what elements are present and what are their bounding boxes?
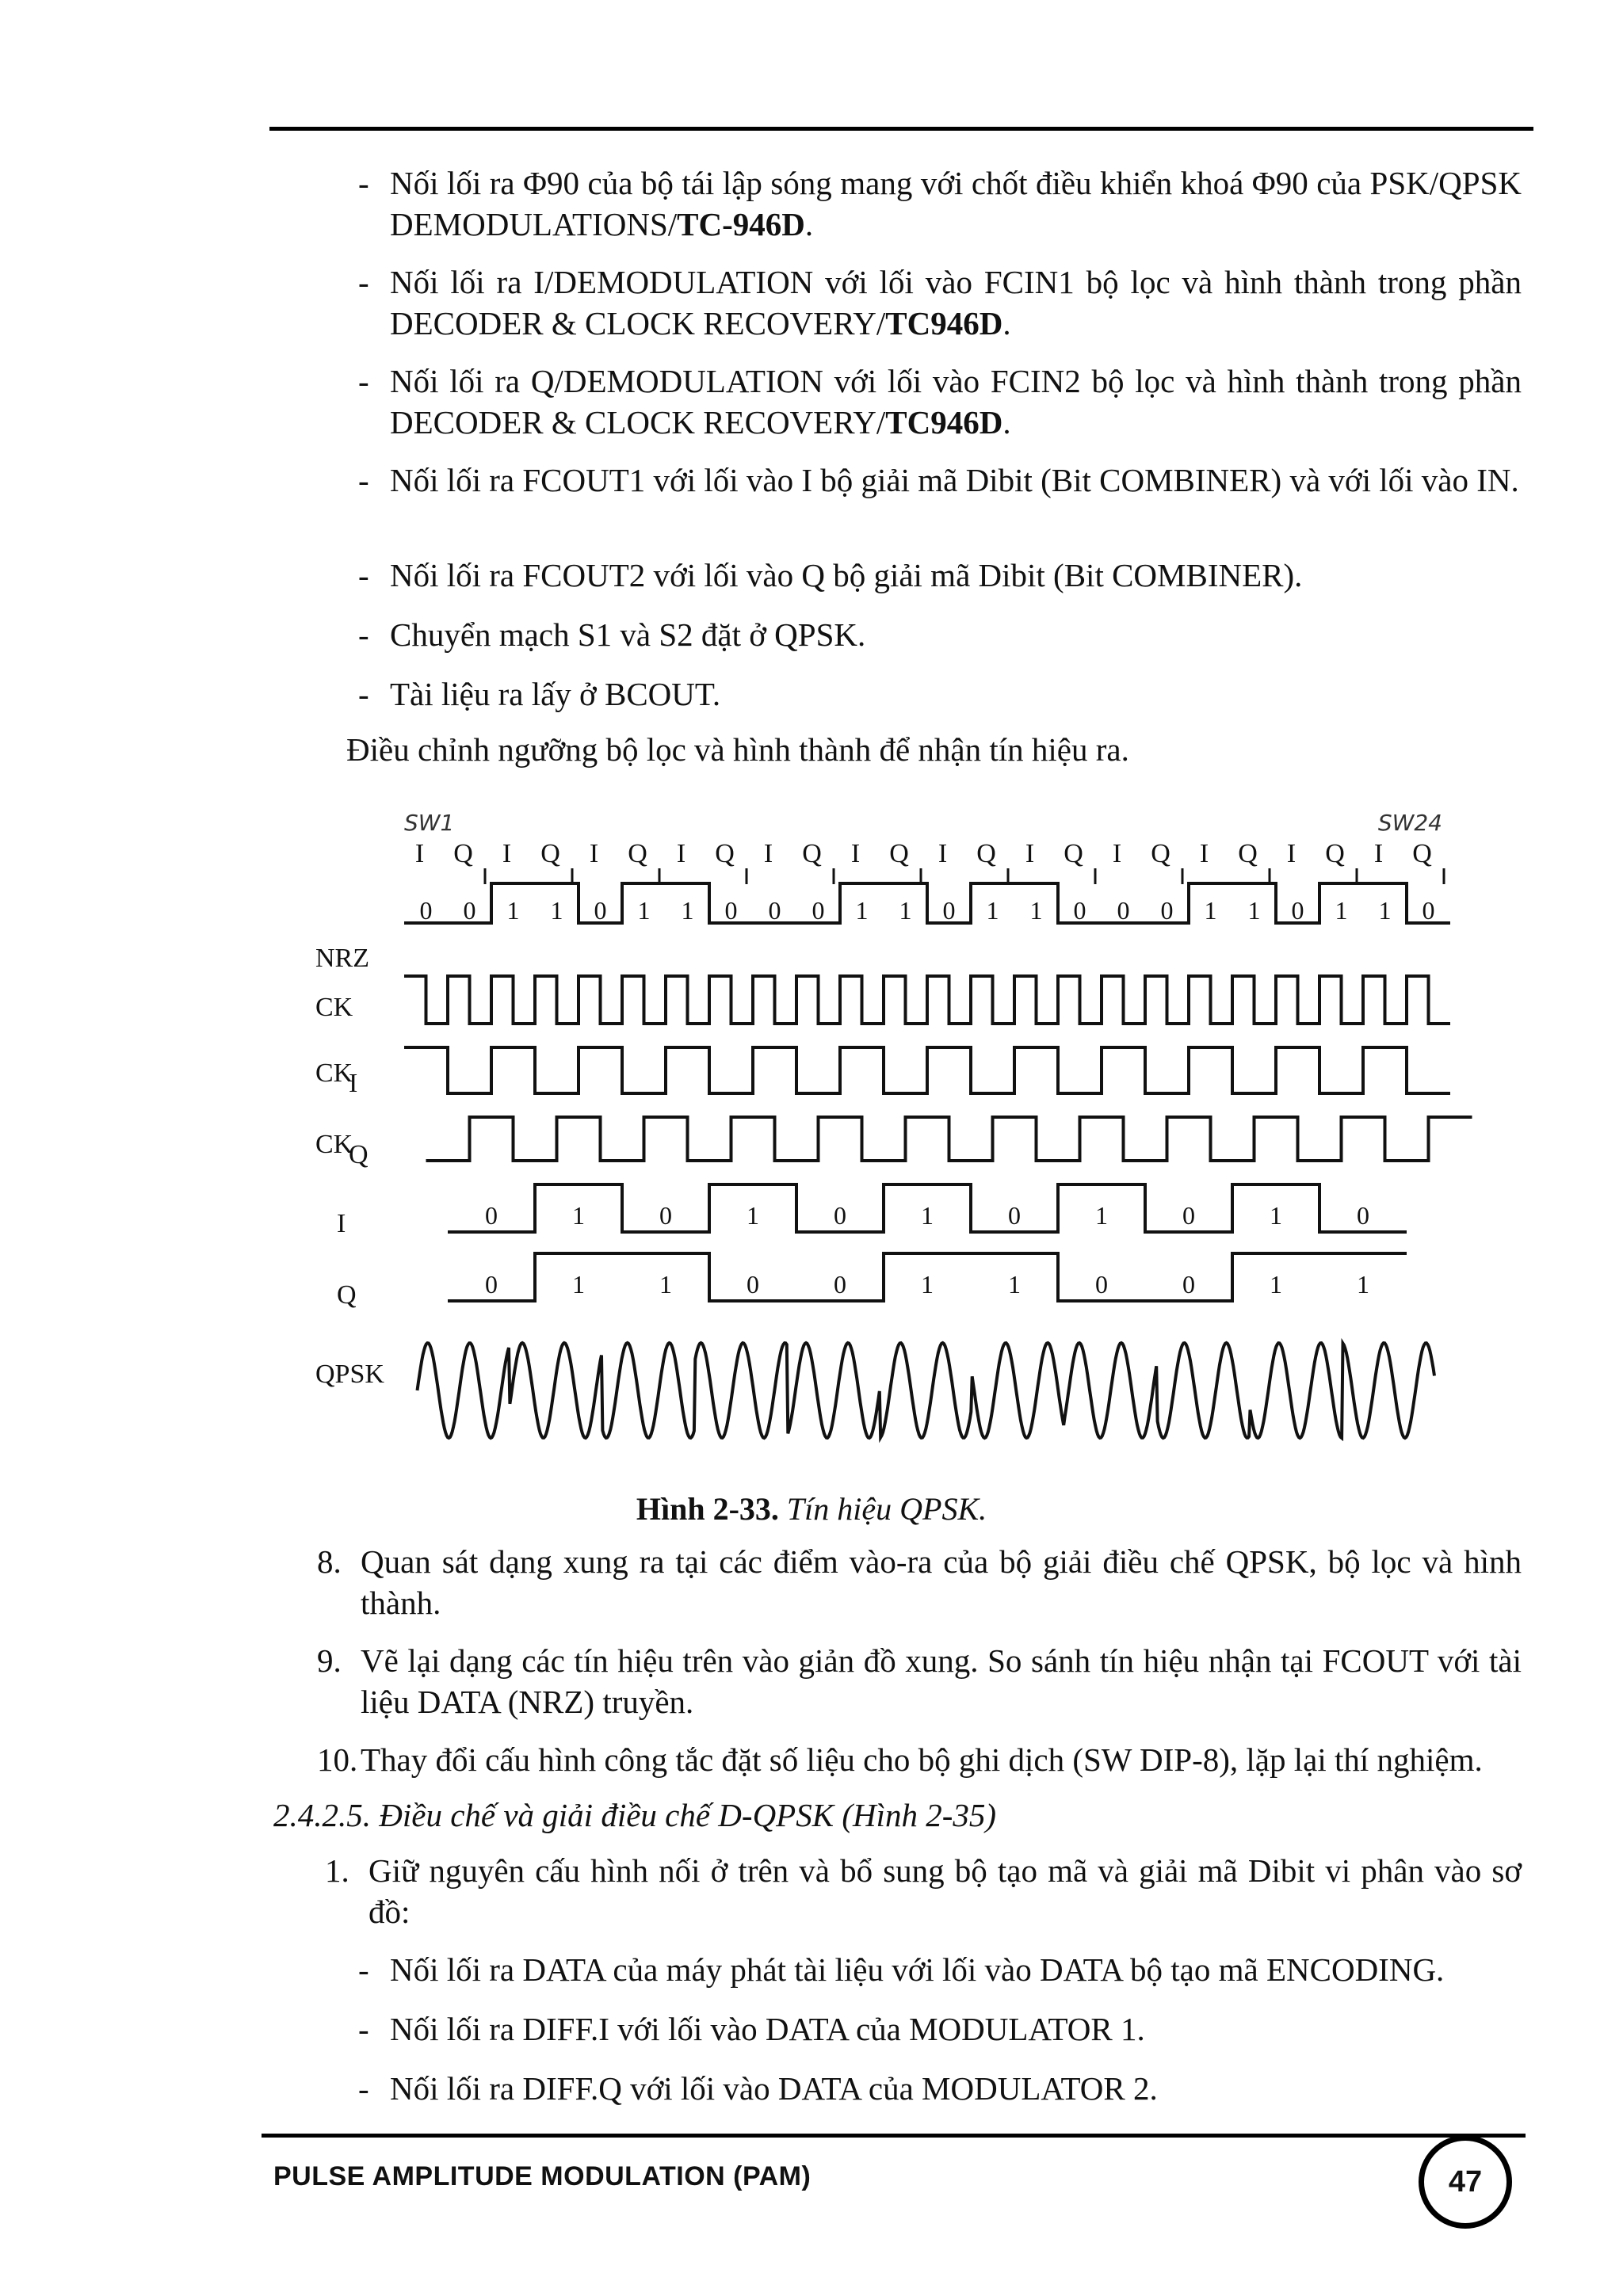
bullet-item: - Nối lối ra DATA của máy phát tài liệu với lối vào DATA bộ tạo mã ENCODING. [358, 1949, 1531, 1990]
q-bit-value: 0 [834, 1270, 846, 1299]
nrz-bit-value: 0 [1073, 896, 1086, 925]
iq-label: Q [976, 839, 996, 868]
bullet-dash: - [358, 2070, 369, 2107]
iq-label: I [1373, 839, 1384, 868]
nrz-bit-value: 0 [812, 896, 825, 925]
iq-label: Q [1064, 839, 1083, 868]
bullet-item: - Tài liệu ra lấy ở BCOUT. [358, 673, 1522, 715]
bullet-dash: - [358, 2011, 369, 2047]
adjust-paragraph: Điều chỉnh ngưỡng bộ lọc và hình thành để nhận tín hiệu ra. [346, 731, 1129, 768]
nrz-bit-value: 1 [986, 896, 999, 925]
iq-label: Q [540, 839, 560, 868]
step-item: 1. Giữ nguyên cấu hình nối ở trên và bổ sung bộ tạo mã và giải mã Dibit vi phân vào sơ đồ: [325, 1852, 1522, 1930]
i-bit-value: 0 [1357, 1201, 1369, 1230]
iq-label: Q [802, 839, 822, 868]
nrz-bit-value: 1 [637, 896, 651, 925]
section-subheading: 2.4.2.5. Điều chế và giải điều chế D-QPSK (Hình 2-35) [273, 1797, 997, 1833]
nrz-bit-value: 0 [1160, 896, 1174, 925]
i-bit-value: 0 [485, 1201, 498, 1230]
i-bit-value: 0 [1008, 1201, 1021, 1230]
step-item: 9. Vẽ lại dạng các tín hiệu trên vào giản đồ xung. So sánh tín hiệu nhận tại FCOUT với tài liệu DATA (NRZ) truyền. [317, 1642, 1522, 1720]
q-bit-value: 1 [659, 1270, 672, 1299]
iq-label: Q [1238, 839, 1258, 868]
bullet-item: - Nối lối ra DIFF.I với lối vào DATA của MODULATOR 1. [358, 2008, 1531, 2050]
iq-label: I [414, 839, 425, 868]
bullet-item: - Nối lối ra FCOUT1 với lối vào I bộ giải mã Dibit (Bit COMBINER) và với lối vào IN. [358, 460, 1522, 501]
i-bit-value: 0 [834, 1201, 846, 1230]
label-nrz: NRZ [315, 944, 369, 973]
label-qpsk: QPSK [315, 1360, 384, 1389]
iq-label: I [1286, 839, 1296, 868]
iq-label: I [502, 839, 512, 868]
q-bit-value: 0 [747, 1270, 759, 1299]
nrz-bit-value: 1 [1335, 896, 1348, 925]
nrz-bit-value: 0 [724, 896, 738, 925]
label-cki-sub: I [349, 1069, 358, 1098]
q-bit-value: 1 [1270, 1270, 1282, 1299]
ckq-waveform [426, 1117, 1472, 1161]
footer-title: PULSE AMPLITUDE MODULATION (PAM) [273, 2161, 812, 2191]
bullet-item: - Nối lối ra Q/DEMODULATION với lối vào FCIN2 bộ lọc và hình thành trong phần DECODER & CLOCK RECOVERY/TC946D. [358, 360, 1522, 443]
nrz-bit-value: 1 [506, 896, 520, 925]
bullet-item: - Nối lối ra FCOUT2 với lối vào Q bộ giải mã Dibit (Bit COMBINER). [358, 555, 1522, 596]
iq-label: I [763, 839, 773, 868]
iq-label: Q [1151, 839, 1170, 868]
q-bit-value: 1 [921, 1270, 934, 1299]
iq-label: I [1025, 839, 1035, 868]
iq-label: Q [628, 839, 647, 868]
label-q: Q [337, 1280, 357, 1310]
nrz-bit-value: 0 [1422, 896, 1435, 925]
q-bit-value: 0 [485, 1270, 498, 1299]
qpsk-waveform [418, 1343, 1435, 1438]
q-bit-value: 1 [1357, 1270, 1369, 1299]
q-bit-value: 1 [572, 1270, 585, 1299]
label-cki: CK [315, 1058, 353, 1088]
iq-label: Q [715, 839, 735, 868]
sw-right-label: SW24 [1377, 810, 1442, 836]
q-bit-value: 0 [1182, 1270, 1195, 1299]
footer-rule [262, 2134, 1526, 2138]
ck-waveform [404, 976, 1450, 1024]
q-bit-value: 0 [1095, 1270, 1108, 1299]
bullet-dash: - [358, 1951, 369, 1988]
i-bit-value: 0 [1182, 1201, 1195, 1230]
label-ck: CK [315, 993, 353, 1022]
figure-caption: Hình 2-33. Tín hiệu QPSK. [636, 1491, 987, 1527]
header-rule [269, 127, 1533, 131]
i-bit-value: 0 [659, 1201, 672, 1230]
q-bit-value: 1 [1008, 1270, 1021, 1299]
i-bit-value: 1 [572, 1201, 585, 1230]
iq-label: Q [1412, 839, 1432, 868]
bullet-item: - Nối lối ra DIFF.Q với lối vào DATA của MODULATOR 2. [358, 2068, 1531, 2109]
qpsk-timing-diagram [301, 808, 1490, 1466]
nrz-bit-value: 1 [681, 896, 694, 925]
bullet-item: - Nối lối ra I/DEMODULATION với lối vào FCIN1 bộ lọc và hình thành trong phần DECODER & CLOCK RECOVERY/TC946D. [358, 261, 1522, 344]
bullet-item: - Chuyển mạch S1 và S2 đặt ở QPSK. [358, 614, 1522, 655]
iq-label: I [938, 839, 948, 868]
nrz-bit-value: 1 [1247, 896, 1261, 925]
nrz-bit-value: 1 [855, 896, 869, 925]
nrz-bit-value: 1 [550, 896, 563, 925]
sw-left-label: SW1 [404, 810, 455, 836]
i-bit-value: 1 [1095, 1201, 1108, 1230]
i-bit-value: 1 [921, 1201, 934, 1230]
iq-label: I [1199, 839, 1209, 868]
nrz-bit-value: 0 [594, 896, 607, 925]
label-ckq-sub: Q [349, 1140, 369, 1169]
iq-label: Q [453, 839, 473, 868]
i-bit-value: 1 [747, 1201, 759, 1230]
bullet-dash: - [358, 676, 369, 712]
step-item: 8. Quan sát dạng xung ra tại các điểm vào-ra của bộ giải điều chế QPSK, bộ lọc và hình thành. [317, 1543, 1522, 1621]
bullet-dash: - [358, 616, 369, 653]
bullet-dash: - [358, 264, 369, 300]
iq-label: Q [1325, 839, 1345, 868]
iq-label: I [1112, 839, 1122, 868]
nrz-bit-value: 1 [899, 896, 912, 925]
iq-label: Q [889, 839, 909, 868]
i-bit-value: 1 [1270, 1201, 1282, 1230]
cki-waveform [404, 1047, 1450, 1093]
bullet-dash: - [358, 363, 369, 399]
step-item: 10. Thay đổi cấu hình công tắc đặt số liệu cho bộ ghi dịch (SW DIP-8), lặp lại thí nghiệm. [317, 1741, 1483, 1778]
nrz-bit-value: 0 [419, 896, 433, 925]
nrz-bit-value: 0 [463, 896, 476, 925]
nrz-bit-value: 0 [942, 896, 956, 925]
nrz-bit-value: 1 [1378, 896, 1392, 925]
nrz-bit-value: 1 [1204, 896, 1217, 925]
label-i: I [337, 1209, 346, 1238]
page-number: 47 [1419, 2135, 1512, 2229]
nrz-bit-value: 0 [1117, 896, 1130, 925]
nrz-bit-value: 0 [1291, 896, 1304, 925]
bullet-item: - Nối lối ra Φ90 của bộ tái lập sóng mang với chốt điều khiển khoá Φ90 của PSK/QPSK DEMODULATIONS/TC-946D. [358, 162, 1522, 245]
bullet-dash: - [358, 165, 369, 201]
label-ckq: CK [315, 1130, 353, 1159]
iq-label: I [589, 839, 599, 868]
bullet-dash: - [358, 462, 369, 498]
nrz-bit-value: 0 [768, 896, 781, 925]
iq-label: I [850, 839, 861, 868]
iq-label: I [676, 839, 686, 868]
bullet-dash: - [358, 557, 369, 593]
nrz-bit-value: 1 [1029, 896, 1043, 925]
